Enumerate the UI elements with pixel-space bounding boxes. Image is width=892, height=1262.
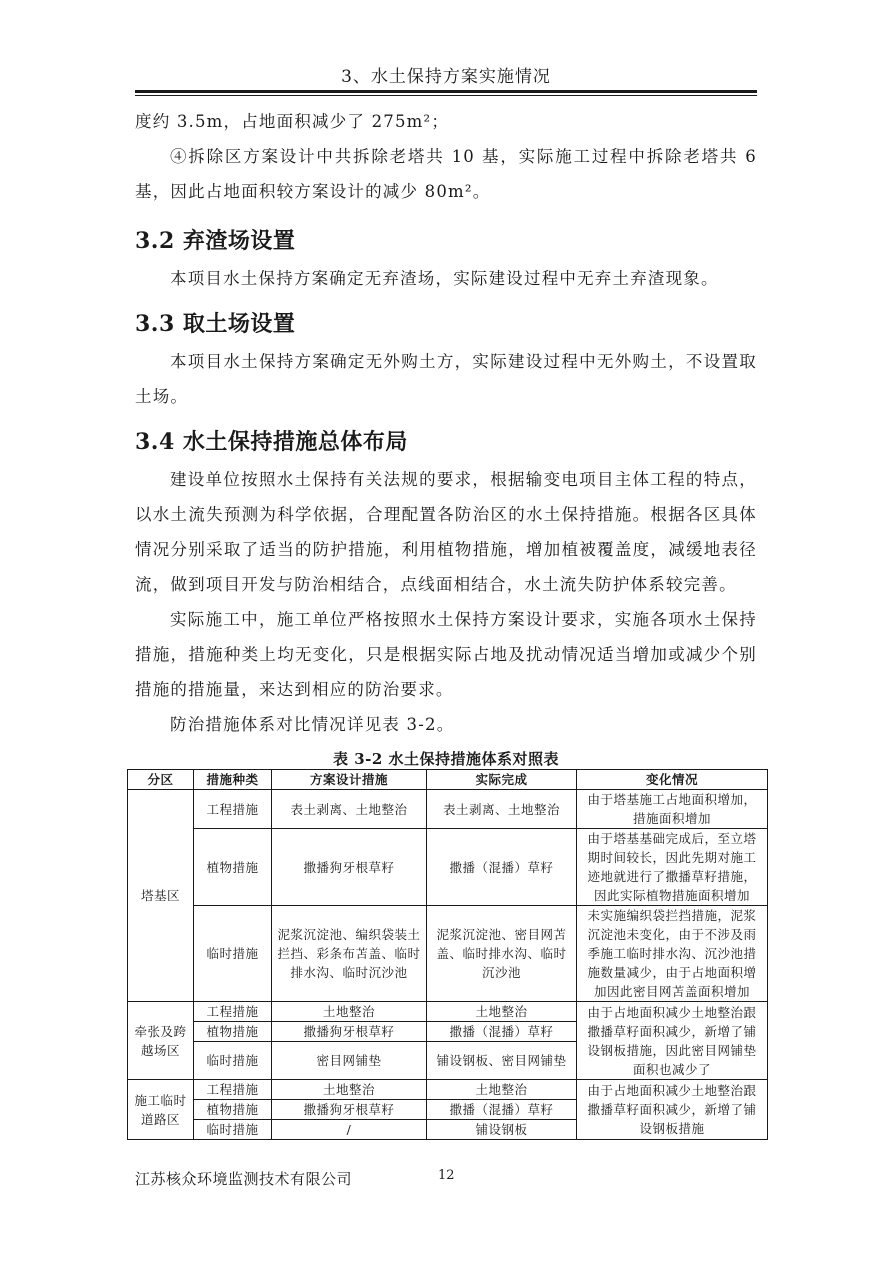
header-design-measures: 方案设计措施 [272, 770, 427, 790]
footer-company-name: 江苏核众环境监测技术有限公司 [135, 1170, 353, 1188]
actual-cell: 泥浆沉淀池、密目网苫盖、临时排水沟、临时沉沙池 [427, 906, 577, 1002]
page-body [135, 104, 757, 779]
design-cell: / [272, 1120, 427, 1140]
table-header-row [128, 770, 768, 790]
page-number: 12 [438, 1168, 455, 1183]
actual-cell: 土地整治 [427, 1002, 577, 1022]
actual-cell: 表土剥离、土地整治 [427, 790, 577, 829]
design-cell: 土地整治 [272, 1002, 427, 1022]
design-cell: 密目网铺垫 [272, 1042, 427, 1080]
actual-cell: 撒播（混播）草籽 [427, 1022, 577, 1042]
table-caption: 表 3-2 水土保持措施体系对照表 [332, 750, 560, 768]
design-cell: 表土剥离、土地整治 [272, 790, 427, 829]
actual-cell: 铺设钢板、密目网铺垫 [427, 1042, 577, 1080]
measure-type-cell: 植物措施 [194, 829, 272, 906]
measure-type-cell: 临时措施 [194, 906, 272, 1002]
zone-stringing-crossing: 牵张及跨越场区 [128, 1002, 194, 1080]
change-cell: 由于塔基基础完成后，至立塔期时间较长，因此先期对施工迹地就进行了撒播草籽措施，因此实际植物措施面积增加 [577, 829, 768, 906]
header-rule-thick [135, 90, 757, 93]
design-cell: 泥浆沉淀池、编织袋装土拦挡、彩条布苫盖、临时排水沟、临时沉沙池 [272, 906, 427, 1002]
measure-type-cell: 工程措施 [194, 1002, 272, 1022]
measure-type-cell: 工程措施 [194, 1080, 272, 1100]
section-heading-3-4: 3.4 水土保持措施总体布局 [135, 429, 408, 455]
paragraph-removal-zone: ④拆除区方案设计中共拆除老塔共 10 基，实际施工过程中拆除老塔共 6 基，因此占地面积较方案设计的减少 80m²。 [135, 147, 757, 201]
design-cell: 撒播狗牙根草籽 [272, 1022, 427, 1042]
running-header: 3、水土保持方案实施情况 [341, 67, 551, 87]
table-row [128, 1002, 768, 1022]
actual-cell: 撒播（混播）草籽 [427, 829, 577, 906]
design-cell: 土地整治 [272, 1080, 427, 1100]
table-row [128, 790, 768, 829]
measure-type-cell: 植物措施 [194, 1022, 272, 1042]
change-cell: 由于塔基施工占地面积增加，措施面积增加 [577, 790, 768, 829]
header-zone: 分区 [128, 770, 194, 790]
header-change: 变化情况 [577, 770, 768, 790]
measures-comparison-table [127, 769, 768, 1140]
section-3-2-text: 本项目水土保持方案确定无弃渣场，实际建设过程中无弃土弃渣现象。 [170, 269, 719, 288]
change-cell: 未实施编织袋拦挡措施，泥浆沉淀池未变化，由于不涉及雨季施工临时排水沟、沉沙池措施数量减少，由于占地面积增加因此密目网苫盖面积增加 [577, 906, 768, 1002]
header-rule-thin [135, 95, 757, 96]
measure-type-cell: 植物措施 [194, 1100, 272, 1120]
section-3-4-para-3: 防治措施体系对比情况详见表 3-2。 [170, 715, 455, 734]
design-cell: 撒播狗牙根草籽 [272, 1100, 427, 1120]
zone-tower-base: 塔基区 [128, 790, 194, 1002]
table-row [128, 906, 768, 1002]
section-3-3-text: 本项目水土保持方案确定无外购土方，实际建设过程中无外购土，不设置取土场。 [135, 352, 757, 406]
header-measure-type: 措施种类 [194, 770, 272, 790]
section-heading-3-2: 3.2 弃渣场设置 [135, 228, 296, 254]
table-row [128, 1080, 768, 1100]
change-cell: 由于占地面积减少土地整治跟撒播草籽面积减少，新增了铺设钢板措施 [577, 1080, 768, 1140]
measure-type-cell: 工程措施 [194, 790, 272, 829]
measure-type-cell: 临时措施 [194, 1042, 272, 1080]
zone-temporary-road: 施工临时道路区 [128, 1080, 194, 1140]
design-cell: 撒播狗牙根草籽 [272, 829, 427, 906]
change-cell: 由于占地面积减少土地整治跟撒播草籽面积减少，新增了铺设钢板措施，因此密目网铺垫面积也减少了 [577, 1002, 768, 1080]
measure-type-cell: 临时措施 [194, 1120, 272, 1140]
actual-cell: 铺设钢板 [427, 1120, 577, 1140]
section-3-4-para-1: 建设单位按照水土保持有关法规的要求，根据输变电项目主体工程的特点，以水土流失预测为科学依据，合理配置各防治区的水土保持措施。根据各区具体情况分别采取了适当的防护措施，利用植物措施，增加植被覆盖度，减缓地表径流，做到项目开发与防治相结合，点线面相结合，水土流失防护体系较完善。 [135, 470, 757, 594]
section-3-4-para-2: 实际施工中，施工单位严格按照水土保持方案设计要求，实施各项水土保持措施，措施种类上均无变化，只是根据实际占地及扰动情况适当增加或减少个别措施的措施量，来达到相应的防治要求。 [135, 610, 757, 699]
section-heading-3-3: 3.3 取土场设置 [135, 311, 296, 337]
table-row [128, 829, 768, 906]
header-actual-completed: 实际完成 [427, 770, 577, 790]
actual-cell: 撒播（混播）草籽 [427, 1100, 577, 1120]
paragraph-continued: 度约 3.5m，占地面积减少了 275m²； [135, 112, 450, 131]
actual-cell: 土地整治 [427, 1080, 577, 1100]
